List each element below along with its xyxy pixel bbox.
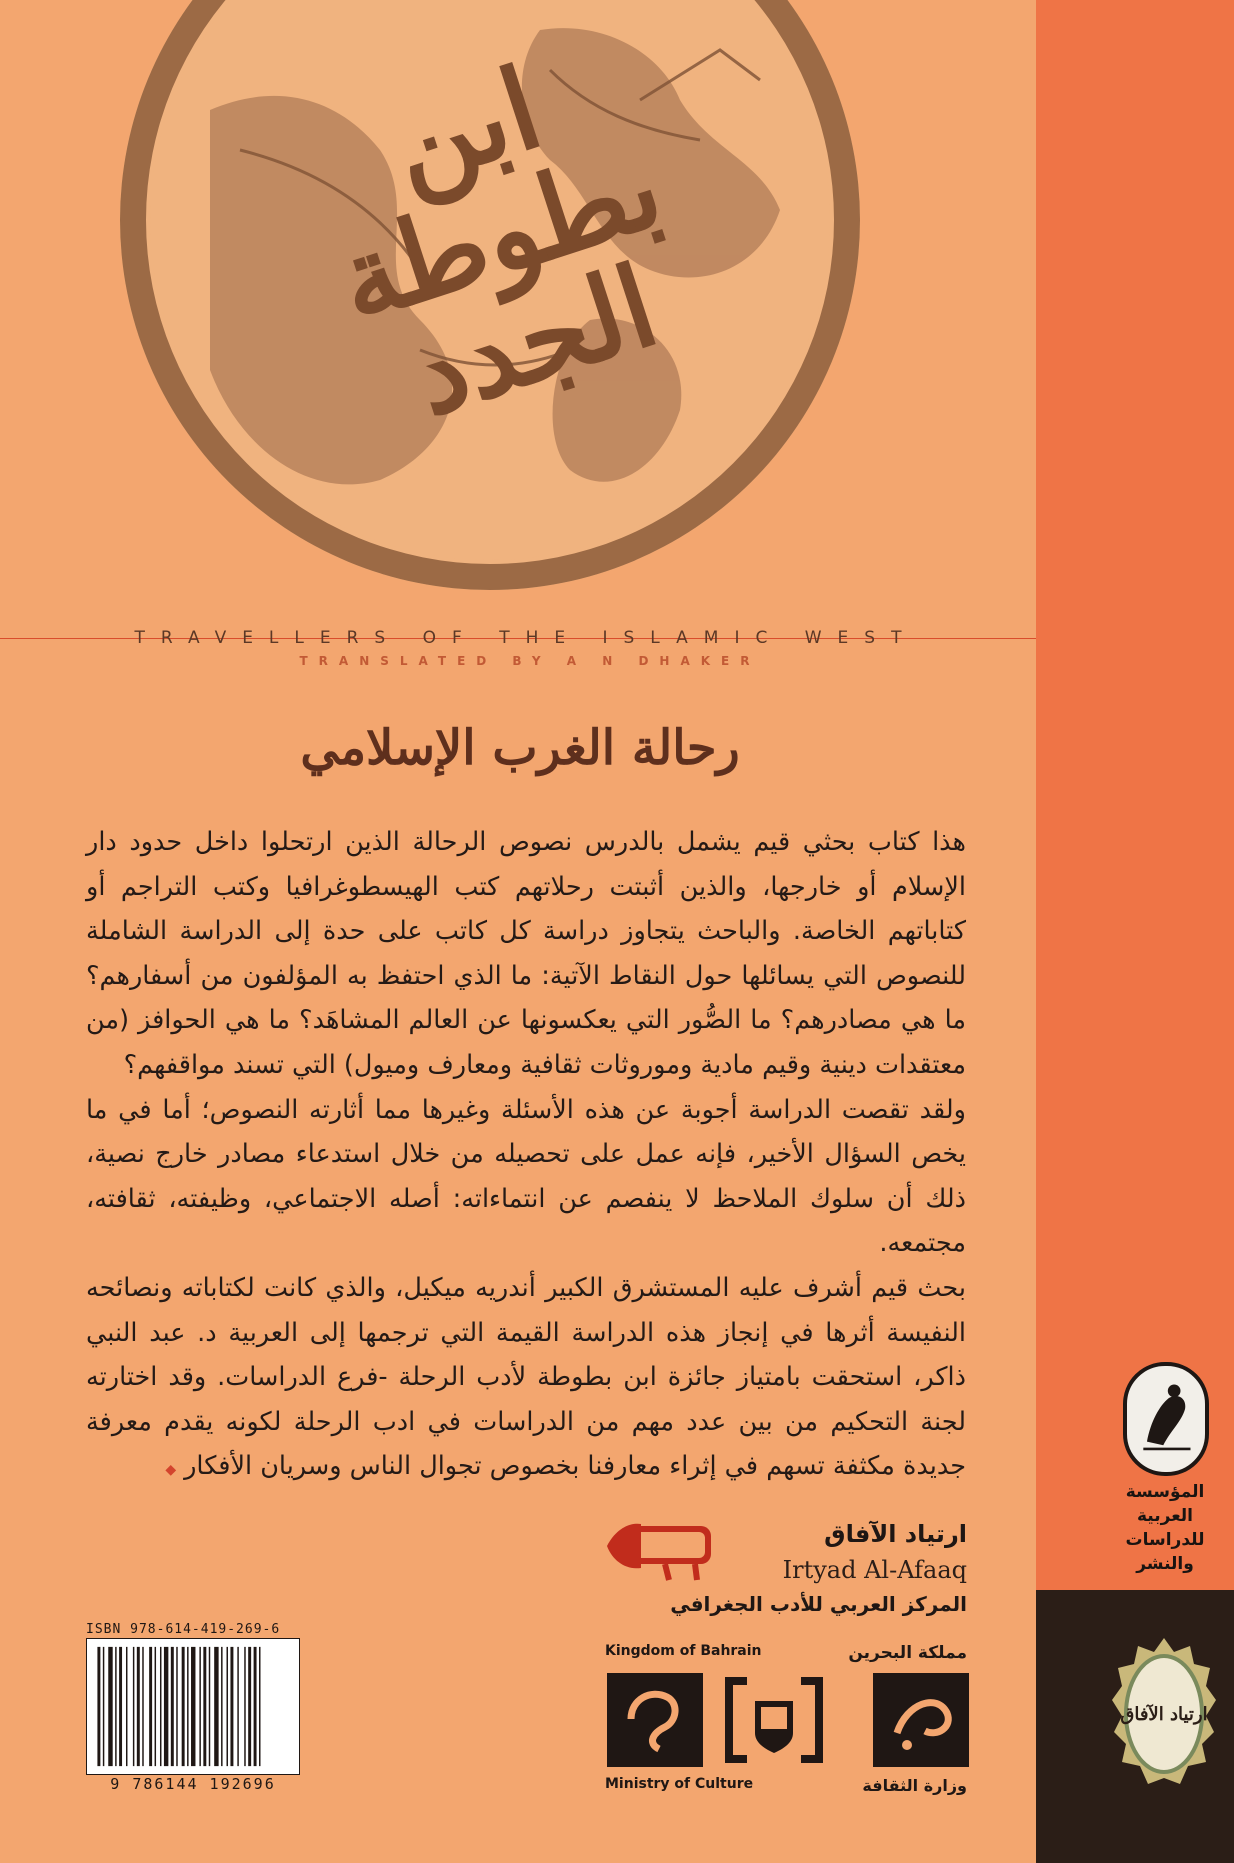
spine-publisher-emblem	[1123, 1362, 1209, 1476]
blurb	[86, 820, 966, 1493]
kingdom-english: Kingdom of Bahrain	[605, 1643, 762, 1659]
publisher-arabic-name: ارتياد الآفاق	[824, 1520, 967, 1548]
spine-badge-text: ارتياد الآفاق	[1120, 1704, 1208, 1725]
barcode-bar	[142, 1647, 143, 1766]
publisher-logo	[605, 1512, 967, 1620]
rider-icon	[1127, 1366, 1205, 1472]
barcode-bar	[182, 1647, 185, 1766]
barcode-bar	[164, 1647, 168, 1766]
end-mark-icon: ◆	[165, 1462, 177, 1479]
bahrain-emblem	[725, 1677, 823, 1763]
barcode	[86, 1638, 300, 1775]
blurb-paragraph-3	[86, 1266, 966, 1493]
barcode-bar	[171, 1647, 174, 1766]
barcode-bar	[199, 1647, 200, 1766]
barcode-bar	[126, 1647, 127, 1766]
barcode-bar	[119, 1647, 122, 1766]
barcode-bar	[97, 1647, 100, 1766]
series-title-english: TRAVELLERS OF THE ISLAMIC WEST	[134, 628, 918, 648]
ministry-arabic: وزارة الثقافة	[862, 1776, 967, 1795]
blurb-paragraph-1: هذا كتاب بحثي قيم يشمل بالدرس نصوص الرحالة الذين ارتحلوا داخل حدود دار الإسلام أو خارجها، والذين أثبتت رحلاتهم كتب الهيسطوغرافيا وكتب التراجم أو كتاباتهم الخاصة. والباحث يتجاوز دراسة كل كاتب على حدة إلى الدراسة الشاملة للنصوص التي يسائلها حول النقاط الآتية: ما الذي احتفظ به المؤلفون من أسفارهم؟ ما هي مصادرهم؟ ما الصُّور التي يعكسونها عن العالم المشاهَد؟ ما هي الحوافز (من معتقدات دينية وقيم مادية وموروثات ثقافية ومعارف وميول) التي تسند مواقفهم؟	[86, 827, 966, 1080]
barcode-bar	[155, 1647, 156, 1766]
spine-badge	[1110, 1634, 1218, 1794]
culture-logo-left	[607, 1673, 703, 1767]
barcode-bar	[176, 1647, 177, 1766]
barcode-bar	[203, 1647, 206, 1766]
barcode-bar	[214, 1647, 218, 1766]
ministry-english: Ministry of Culture	[605, 1776, 754, 1792]
barcode-bar	[230, 1647, 233, 1766]
barcode-bar	[221, 1647, 222, 1766]
blurb-paragraph-2: ولقد تقصت الدراسة أجوبة عن هذه الأسئلة وغيرها مما أثارته النصوص؛ أما في ما يخص السؤال الأخير، فإنه عمل على تحصيله من خلال استدعاء مصادر خارج نصية، ذلك أن سلوك الملاحظ لا ينفصم عن انتماءاته: أصله الاجتماعي، وظيفته، ثقافته، مجتمعه.	[86, 1094, 966, 1259]
barcode-bar	[187, 1647, 188, 1766]
publisher-subtitle: المركز العربي للأدب الجغرافي	[670, 1592, 967, 1616]
barcode-bar	[103, 1647, 104, 1766]
lion-emblem-icon	[605, 1512, 725, 1582]
barcode-bar	[248, 1647, 251, 1766]
barcode-bar	[191, 1647, 195, 1766]
ministry-line	[605, 1776, 967, 1795]
translator-credit: TRANSLATED BY A N DHAKER	[299, 654, 761, 668]
cover-title-calligraphy: ابن بطوطة الجدد	[322, 42, 678, 442]
culture-logo-right	[873, 1673, 969, 1767]
kingdom-arabic: مملكة البحرين	[848, 1643, 967, 1663]
barcode-bar	[115, 1647, 116, 1766]
barcode-bar	[254, 1647, 257, 1766]
publisher-english-name: Irtyad Al-Afaaq	[782, 1556, 967, 1584]
isbn-label: ISBN 978-614-419-269-6	[86, 1622, 281, 1637]
barcode-bar	[259, 1647, 260, 1766]
kingdom-line	[605, 1643, 967, 1663]
barcode-bar	[160, 1647, 161, 1766]
barcode-bar	[244, 1647, 245, 1766]
spine-publisher-name: المؤسسة العربية للدراسات والنشر	[1125, 1482, 1205, 1574]
barcode-bar	[108, 1647, 112, 1766]
barcode-digits: 9 786144 192696	[110, 1775, 276, 1793]
barcode-bar	[149, 1647, 152, 1766]
barcode-bar	[209, 1647, 210, 1766]
blurb-paragraph-3-text: بحث قيم أشرف عليه المستشرق الكبير أندريه ميكيل، والذي كانت لكتاباته ونصائحه النفيسة أثرها في إنجاز هذه الدراسة القيمة التي ترجمها إلى العربية د. عبد النبي ذاكر، استحقت بامتياز جائزة ابن بطوطة لأدب الرحلة -فرع الدراسات. وقد اختارته لجنة التحكيم من بين عدد مهم من الدراسات في ادب الرحلة لكونه يقدم معرفة جديدة مكثفة تسهم في إثراء معارفنا بخصوص تجوال الناس وسريان الأفكار	[86, 1272, 966, 1482]
barcode-bar	[237, 1647, 238, 1766]
barcode-bar	[137, 1647, 140, 1766]
barcode-bar	[227, 1647, 228, 1766]
series-title-arabic: رحالة الغرب الإسلامي	[300, 720, 740, 776]
barcode-bar	[133, 1647, 134, 1766]
spine	[1036, 0, 1234, 1863]
sponsor-logos	[607, 1673, 969, 1767]
